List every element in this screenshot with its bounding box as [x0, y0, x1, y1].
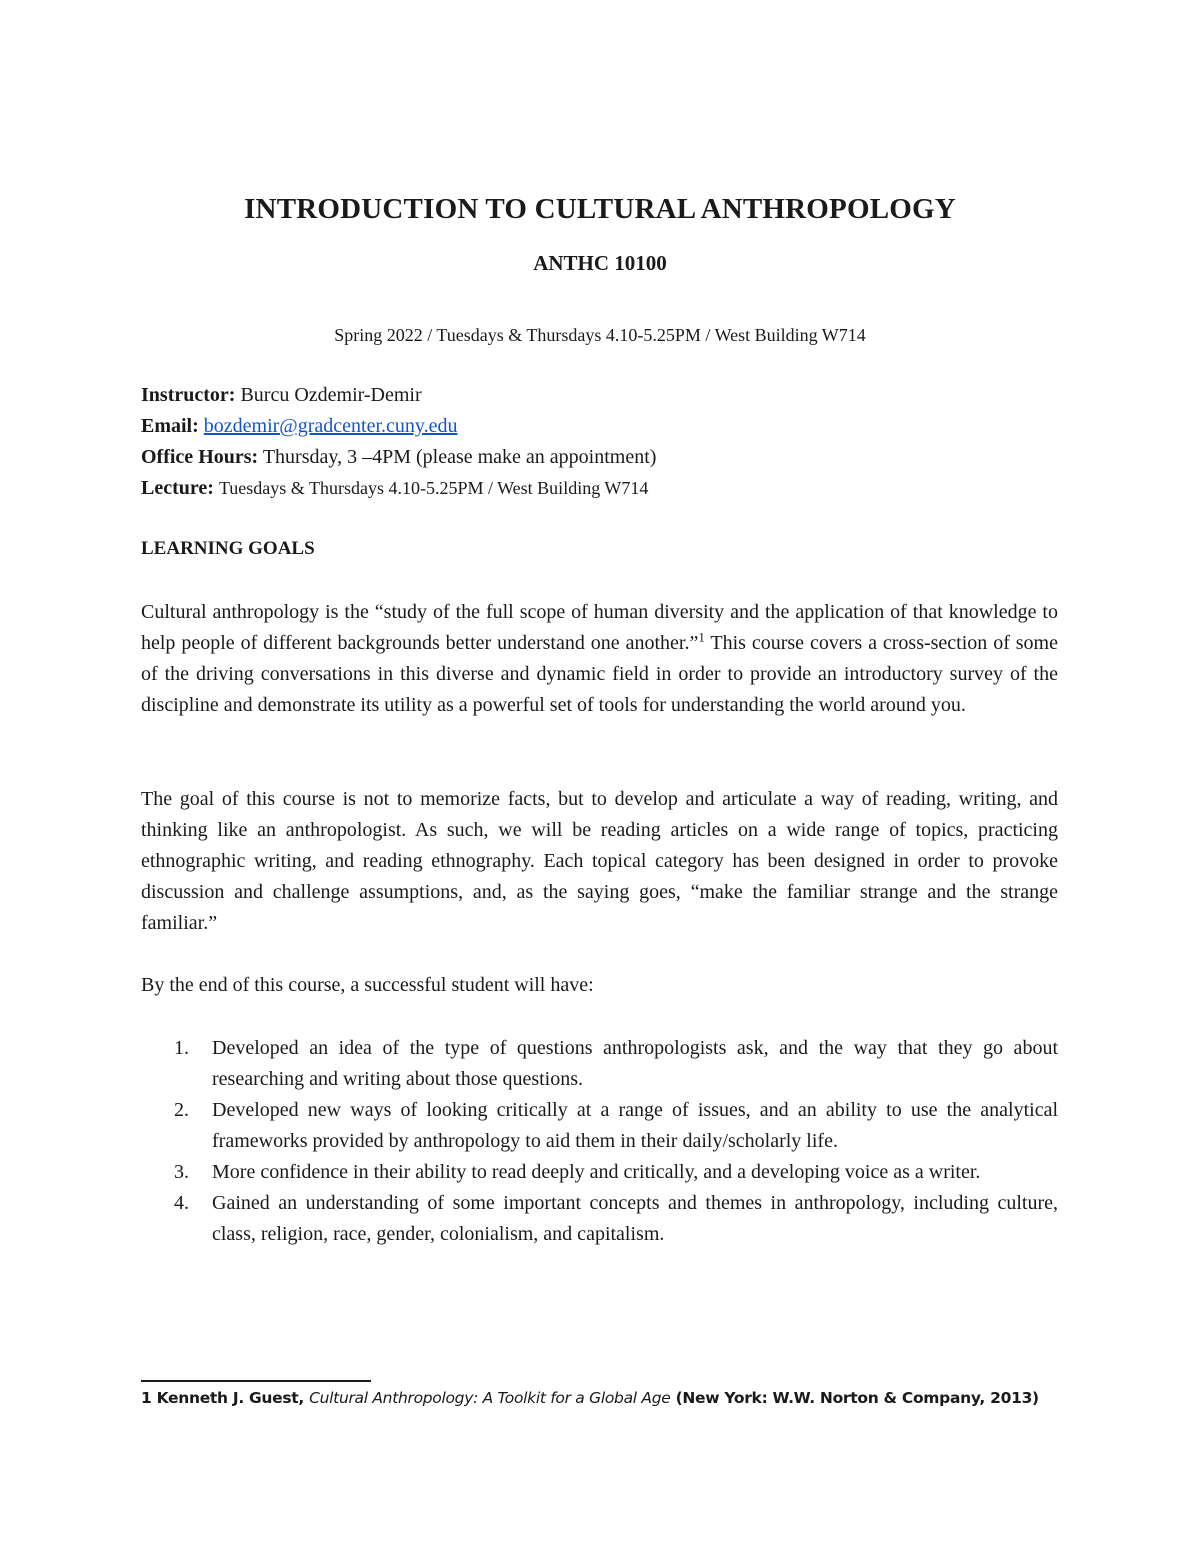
footnote-publication: (New York: W.W. Norton & Company, 2013)	[670, 1389, 1039, 1407]
intro-paragraph-text-b: This course covers a cross-section of some of the driving conversations in this diverse and dynamic field in order to provide an introductory survey of the discipline and demonstrate its utility as a powerful set of tools for understanding the world around you.	[141, 632, 1058, 716]
email-row	[141, 411, 656, 442]
page-title: INTRODUCTION TO CULTURAL ANTHROPOLOGY	[244, 193, 956, 225]
instructor-value: Burcu Ozdemir-Demir	[240, 384, 422, 406]
list-item	[141, 1033, 1058, 1095]
footnote-reference: 1	[698, 629, 705, 645]
lecture-row	[141, 473, 656, 504]
email-link[interactable]: bozdemir@gradcenter.cuny.edu	[203, 415, 458, 437]
list-item-number: 4.	[174, 1192, 189, 1214]
email-label: Email:	[141, 415, 199, 437]
lecture-value: Tuesdays & Thursdays 4.10-5.25PM / West Building W714	[218, 478, 649, 498]
list-item-text: Gained an understanding of some important concepts and themes in anthropology, including culture, class, religion, race, gender, colonialism, and capitalism.	[212, 1192, 1058, 1245]
footnote-book-title: Cultural Anthropology: A Toolkit for a Global Age	[309, 1389, 671, 1407]
learning-goals-list	[141, 1033, 1058, 1250]
instructor-label: Instructor:	[141, 384, 236, 406]
intro-paragraph	[141, 597, 1058, 721]
footnote-divider	[141, 1380, 371, 1382]
list-item	[141, 1188, 1058, 1250]
list-item	[141, 1095, 1058, 1157]
list-item-text: More confidence in their ability to read deeply and critically, and a developing voice as a writer.	[212, 1161, 981, 1183]
list-item	[141, 1157, 1058, 1188]
intro-paragraph-text-a: Cultural anthropology is the “study of the full scope of human diversity and the application of that knowledge to help people of different backgrounds better understand one another.”	[141, 601, 1058, 654]
list-item-text: Developed an idea of the type of questions anthropologists ask, and the way that they go about researching and writing about those questions.	[212, 1037, 1058, 1090]
outcomes-intro: By the end of this course, a successful student will have:	[141, 974, 594, 996]
office-hours-label: Office Hours:	[141, 446, 259, 468]
list-item-number: 1.	[174, 1037, 189, 1059]
learning-goals-heading: LEARNING GOALS	[141, 538, 315, 559]
goal-paragraph: The goal of this course is not to memorize facts, but to develop and articulate a way of reading, writing, and thinking like an anthropologist. As such, we will be reading articles on a wide range of topics, practicing ethnographic writing, and reading ethnography. Each topical category has been designed in order to provoke discussion and challenge assumptions, and, as the saying goes, “make the familiar strange and the strange familiar.”	[141, 788, 1058, 934]
footnote-author: 1 Kenneth J. Guest,	[141, 1389, 310, 1407]
footnote	[141, 1389, 1101, 1407]
list-item-text: Developed new ways of looking critically at a range of issues, and an ability to use the analytical frameworks provided by anthropology to aid them in their daily/scholarly life.	[212, 1099, 1058, 1152]
course-schedule: Spring 2022 / Tuesdays & Thursdays 4.10-5.25PM / West Building W714	[334, 325, 866, 345]
office-hours-row	[141, 442, 656, 473]
list-item-number: 2.	[174, 1099, 189, 1121]
list-item-number: 3.	[174, 1161, 189, 1183]
course-code: ANTHC 10100	[533, 251, 667, 275]
course-info	[141, 380, 656, 504]
lecture-label: Lecture:	[141, 477, 214, 499]
instructor-row	[141, 380, 656, 411]
office-hours-value: Thursday, 3 –4PM (please make an appointment)	[262, 446, 657, 468]
